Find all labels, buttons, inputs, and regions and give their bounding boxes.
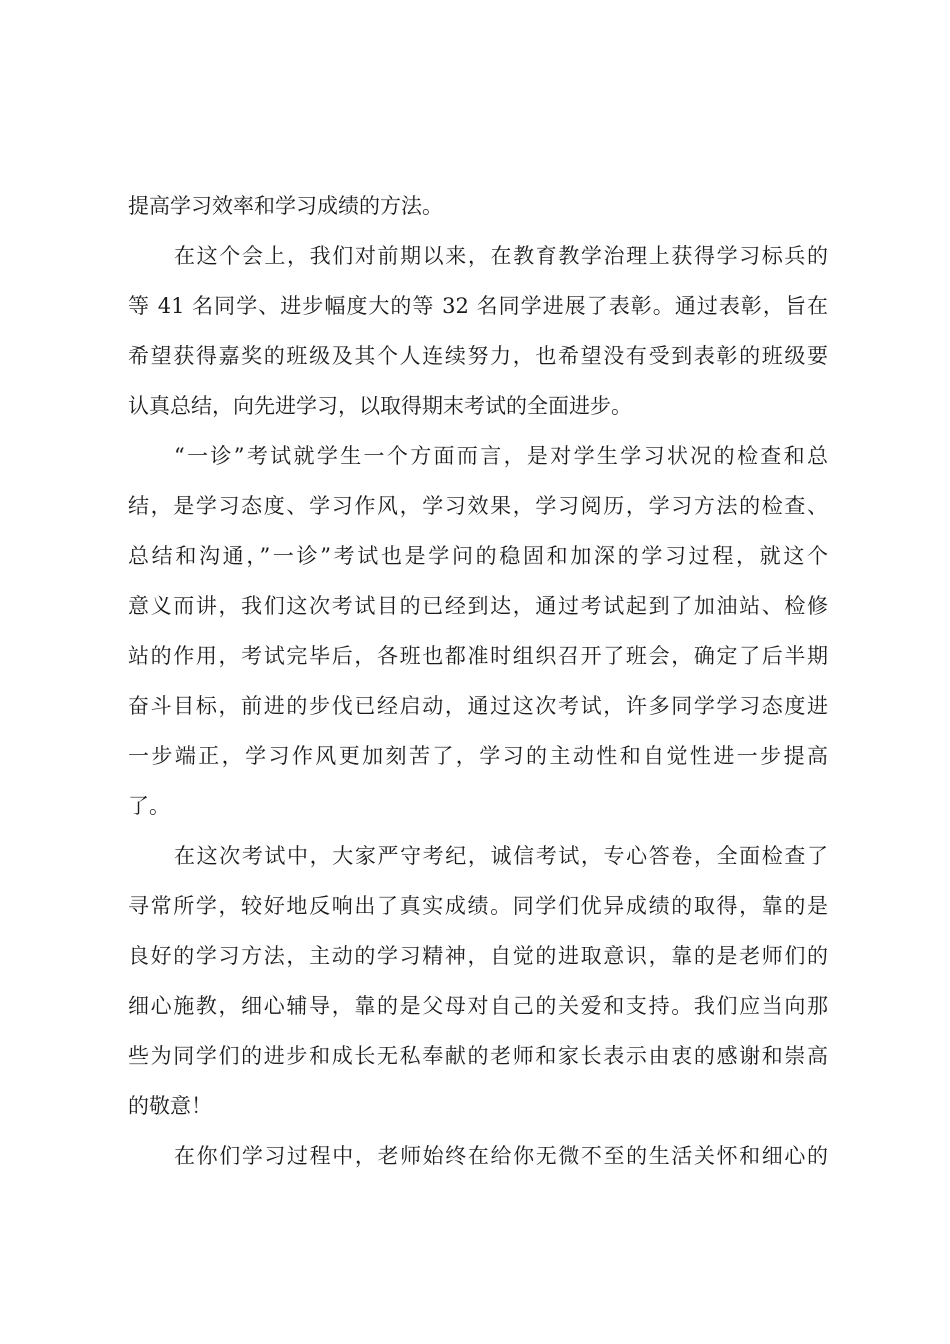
text-line: 站的作用，考试完毕后，各班也都准时组织召开了班会，确定了后半期 <box>128 644 828 668</box>
text-line: 希望获得嘉奖的班级及其个人连续努力，也希望没有受到表彰的班级要 <box>128 344 828 368</box>
text-line: 提高学习效率和学习成绩的方法。 <box>128 194 443 218</box>
text-line: 结，是学习态度、学习作风，学习效果，学习阅历，学习方法的检查、 <box>128 494 828 518</box>
text-line: 认真总结，向先进学习，以取得期末考试的全面进步。 <box>128 394 632 418</box>
text-line: 良好的学习方法，主动的学习精神，自觉的进取意识，靠的是老师们的 <box>128 944 828 968</box>
text-line: 总结和沟通，”一诊”考试也是学问的稳固和加深的学习过程，就这个 <box>128 544 828 568</box>
text-line: 细心施教，细心辅导，靠的是父母对自己的关爱和支持。我们应当向那 <box>128 994 828 1018</box>
paragraph-first-line: “一诊”考试就学生一个方面而言，是对学生学习状况的检查和总 <box>174 444 828 468</box>
text-line: 等 41 名同学、进步幅度大的等 32 名同学进展了表彰。通过表彰，旨在 <box>128 294 828 318</box>
text-line: 意义而讲，我们这次考试目的已经到达，通过考试起到了加油站、检修 <box>128 594 828 618</box>
paragraph-first-line: 在这次考试中，大家严守考纪，诚信考试，专心答卷，全面检查了 <box>174 844 828 868</box>
text-line: 的敬意！ <box>128 1094 212 1118</box>
text-line: 些为同学们的进步和成长无私奉献的老师和家长表示由衷的感谢和崇高 <box>128 1044 828 1068</box>
paragraph-first-line: 在你们学习过程中，老师始终在给你无微不至的生活关怀和细心的 <box>174 1144 828 1168</box>
text-line: 了。 <box>128 794 170 818</box>
text-line: 奋斗目标，前进的步伐已经启动，通过这次考试，许多同学学习态度进 <box>128 694 828 718</box>
text-line: 一步端正，学习作风更加刻苦了，学习的主动性和自觉性进一步提高 <box>128 744 828 768</box>
text-line: 寻常所学，较好地反响出了真实成绩。同学们优异成绩的取得，靠的是 <box>128 894 828 918</box>
paragraph-first-line: 在这个会上，我们对前期以来，在教育教学治理上获得学习标兵的 <box>174 244 828 268</box>
